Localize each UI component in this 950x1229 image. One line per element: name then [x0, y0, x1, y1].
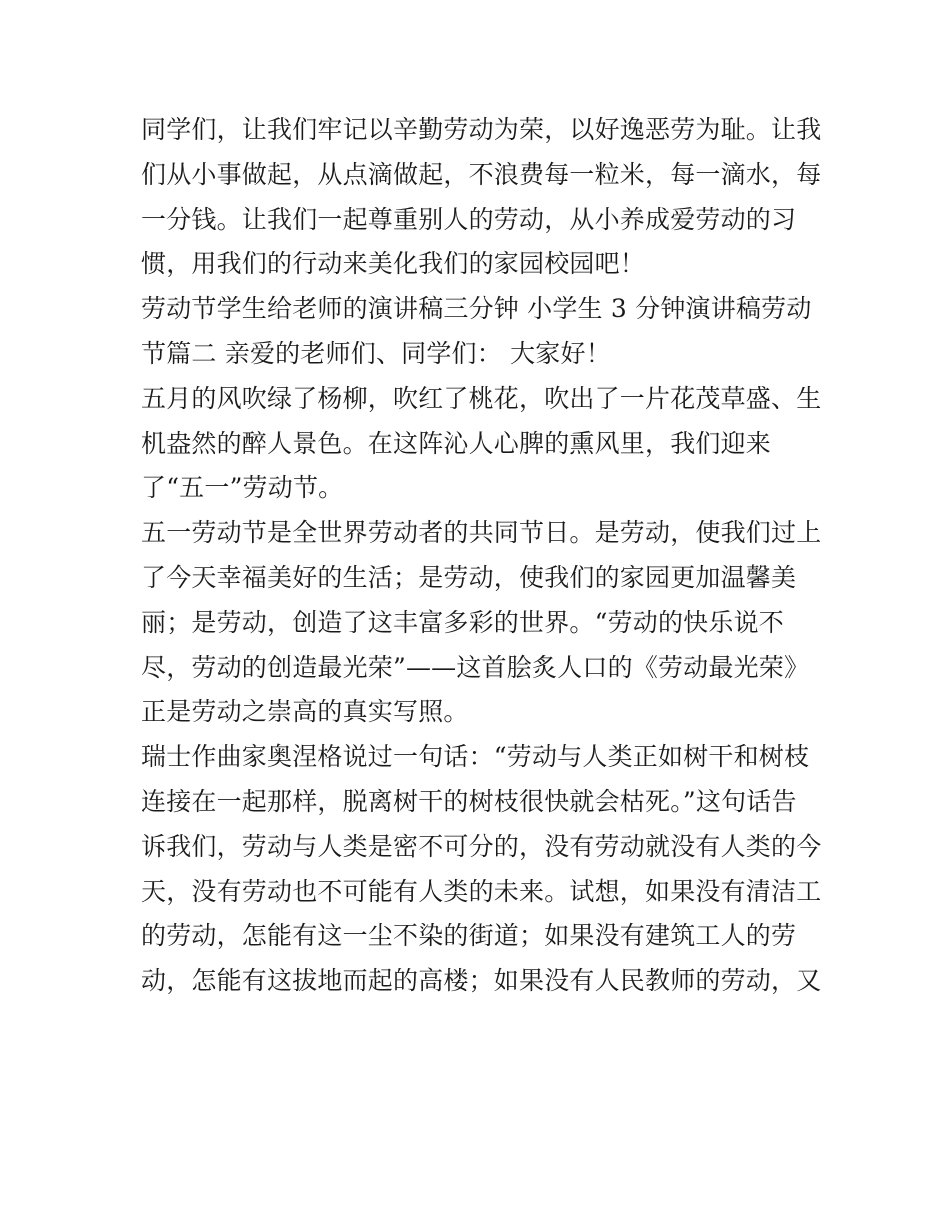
text-line: 惯，用我们的行动来美化我们的家园校园吧！ — [141, 249, 646, 279]
text-line: 劳动节学生给老师的演讲稿三分钟 小学生 3 分钟演讲稿劳动 — [141, 294, 812, 324]
text-line: 尽，劳动的创造最光荣”——这首脍炙人口的《劳动最光荣》 — [141, 652, 810, 682]
text-line: 瑞士作曲家奥涅格说过一句话：“劳动与人类正如树干和树枝 — [141, 742, 810, 772]
text-line: 了今天幸福美好的生活；是劳动，使我们的家园更加温馨美 — [141, 562, 797, 592]
text-line: 了“五一”劳动节。 — [141, 473, 344, 503]
text-line: 机盎然的醉人景色。在这阵沁人心脾的熏风里，我们迎来 — [141, 428, 772, 458]
text-line: 同学们，让我们牢记以辛勤劳动为荣，以好逸恶劳为耻。让我 — [141, 115, 822, 144]
text-line: 节篇二 亲爱的老师们、同学们： 大家好！ — [141, 338, 611, 368]
text-line: 五月的风吹绿了杨柳，吹红了桃花，吹出了一片花茂草盛、生 — [141, 383, 822, 413]
document-body — [141, 108, 821, 1004]
text-line: 天，没有劳动也不可能有人类的未来。试想，如果没有清洁工 — [141, 876, 822, 906]
text-line: 动，怎能有这拔地而起的高楼；如果没有人民教师的劳动，又 — [141, 966, 822, 996]
text-line: 正是劳动之崇高的真实写照。 — [141, 697, 469, 727]
text-line: 的劳动，怎能有这一尘不染的街道；如果没有建筑工人的劳 — [141, 921, 797, 951]
text-line: 一分钱。让我们一起尊重别人的劳动，从小养成爱劳动的习 — [141, 204, 797, 234]
text-line: 五一劳动节是全世界劳动者的共同节日。是劳动，使我们过上 — [141, 518, 822, 548]
text-line: 连接在一起那样，脱离树干的树枝很快就会枯死。”这句话告 — [141, 786, 797, 816]
text-line: 诉我们，劳动与人类是密不可分的，没有劳动就没有人类的今 — [141, 831, 822, 861]
text-line: 们从小事做起，从点滴做起，不浪费每一粒米，每一滴水，每 — [141, 159, 822, 189]
text-line: 丽；是劳动，创造了这丰富多彩的世界。“劳动的快乐说不 — [141, 607, 784, 637]
